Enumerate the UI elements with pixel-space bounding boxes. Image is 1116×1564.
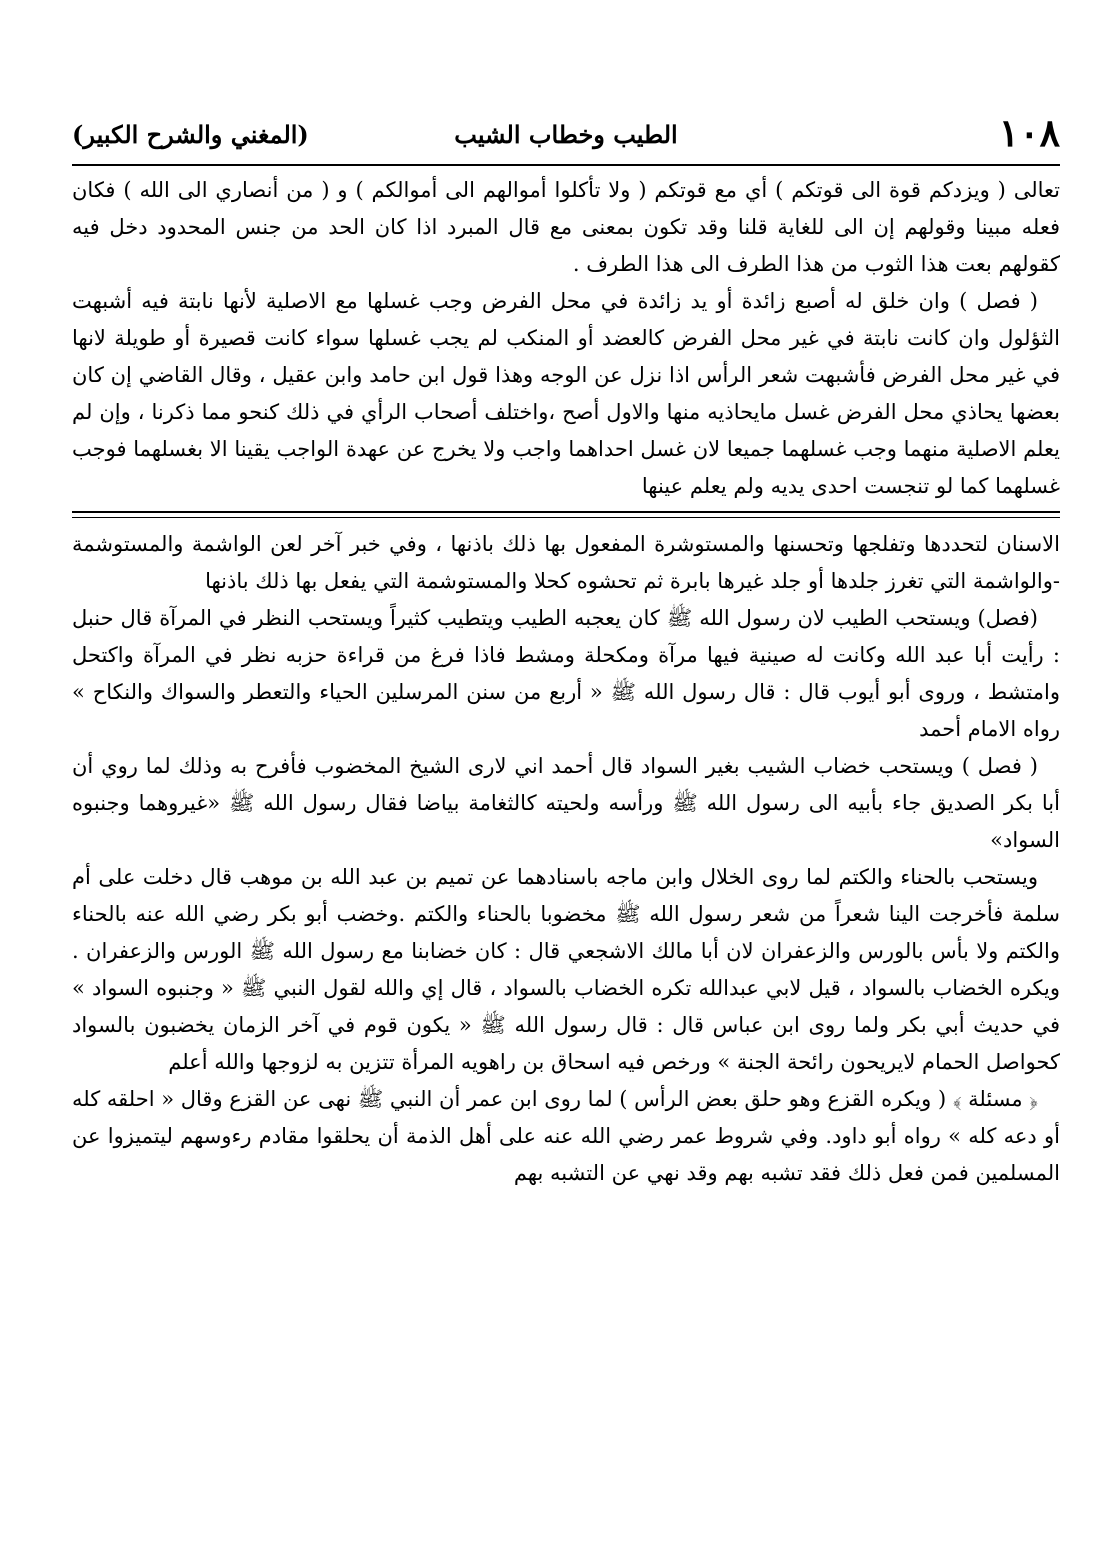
chapter-title: الطيب وخطاب الشيب (454, 120, 678, 149)
commentary-section (72, 526, 1060, 1192)
commentary-paragraph: الاسنان لتحددها وتفلجها وتحسنها والمستوشرة المفعول بها ذلك باذنها ، وفي خبر آخر لعن الواشمة والمستوشمة -والواشمة التي تغرز جلدها أو جلد غيرها بابرة ثم تحشوه كحلا والمستوشمة التي يفعل بها ذلك باذنها (72, 532, 1060, 593)
commentary-paragraph: (فصل) ويستحب الطيب لان رسول الله ﷺ كان يعجبه الطيب ويتطيب كثيراً ويستحب النظر في المرآة قال حنبل : رأيت أبا عبد الله وكانت له صينية فيها مرآة ومكحلة ومشط فاذا فرغ من قراءة حزبه نظر في المرآة واكتحل وامتشط ، وروى أبو أيوب قال : قال رسول الله ﷺ « أربع من سنن المرسلين الحياء والتعطر والسواك والنكاح » رواه الامام أحمد (72, 606, 1060, 741)
book-title: (المغني والشرح الكبير) (72, 120, 309, 149)
main-paragraph: تعالى ( ويزدكم قوة الى قوتكم ) أي مع قوتكم ( ولا تأكلوا أموالهم الى أموالكم ) و ( من أنصاري الى الله ) فكان فعله مبينا وقولهم إن الى للغاية قلنا وقد تكون بمعنى مع قال المبرد اذا كان الحد من جنس المحدود دخل فيه كقولهم بعت هذا الثوب من هذا الطرف الى هذا الطرف . (72, 178, 1060, 276)
commentary-paragraph: ﴿ مسئلة ﴾ ( ويكره القزع وهو حلق بعض الرأس ) لما روى ابن عمر أن النبي ﷺ نهى عن القزع وقال « احلقه كله أو دعه كله » رواه أبو داود. وفي شروط عمر رضي الله عنه على أهل الذمة أن يحلقوا مقادم رءوسهم ليتميزوا عن المسلمين فمن فعل ذلك فقد تشبه بهم وقد نهي عن التشبه بهم (72, 1087, 1060, 1185)
main-paragraph: ( فصل ) وان خلق له أصبع زائدة أو يد زائدة في محل الفرض وجب غسلها مع الاصلية لأنها نابتة فيه أشبهت الثؤلول وان كانت نابتة في غير محل الفرض كالعضد أو المنكب لم يجب غسلها سواء كانت قصيرة أو طويلة لانها في غير محل الفرض فأشبهت شعر الرأس اذا نزل عن الوجه وهذا قول ابن حامد وابن عقيل ، وقال القاضي إن كان بعضها يحاذي محل الفرض غسل مايحاذيه منها والاول أصح ،واختلف أصحاب الرأي في ذلك كنحو مما ذكرنا ، وإن لم يعلم الاصلية منهما وجب غسلهما جميعا لان غسل احداهما واجب ولا يخرج عن عهدة الواجب يقينا الا بغسلهما فوجب غسلهما كما لو تنجست احدى يديه ولم يعلم عينها (72, 289, 1060, 498)
commentary-paragraph: ويستحب بالحناء والكتم لما روى الخلال وابن ماجه باسنادهما عن تميم بن عبد الله بن موهب قال دخلت على أم سلمة فأخرجت الينا شعراً من شعر رسول الله ﷺ مخضوبا بالحناء والكتم .وخضب أبو بكر رضي الله عنه بالحناء والكتم ولا بأس بالورس والزعفران لان أبا مالك الاشجعي قال : كان خضابنا مع رسول الله ﷺ الورس والزعفران . ويكره الخضاب بالسواد ، قيل لابي عبدالله تكره الخضاب بالسواد ، قال إي والله لقول النبي ﷺ « وجنبوه السواد » في حديث أبي بكر ولما روى ابن عباس قال : قال رسول الله ﷺ « يكون قوم في آخر الزمان يخضبون بالسواد كحواصل الحمام لايريحون رائحة الجنة » ورخص فيه اسحاق بن راهويه المرأة تتزين به لزوجها والله أعلم (72, 865, 1060, 1074)
main-text-section (72, 172, 1060, 505)
commentary-paragraph: ( فصل ) ويستحب خضاب الشيب بغير السواد قال أحمد اني لارى الشيخ المخضوب فأفرح به وذلك لما روي أن أبا بكر الصديق جاء بأبيه الى رسول الله ﷺ ورأسه ولحيته كالثغامة بياضا فقال رسول الله ﷺ «غيروهما وجنبوه السواد» (72, 754, 1060, 852)
book-page (72, 110, 1060, 1530)
section-divider (72, 511, 1060, 518)
page-number: ١٠٨ (998, 110, 1060, 155)
running-header (72, 110, 1060, 166)
